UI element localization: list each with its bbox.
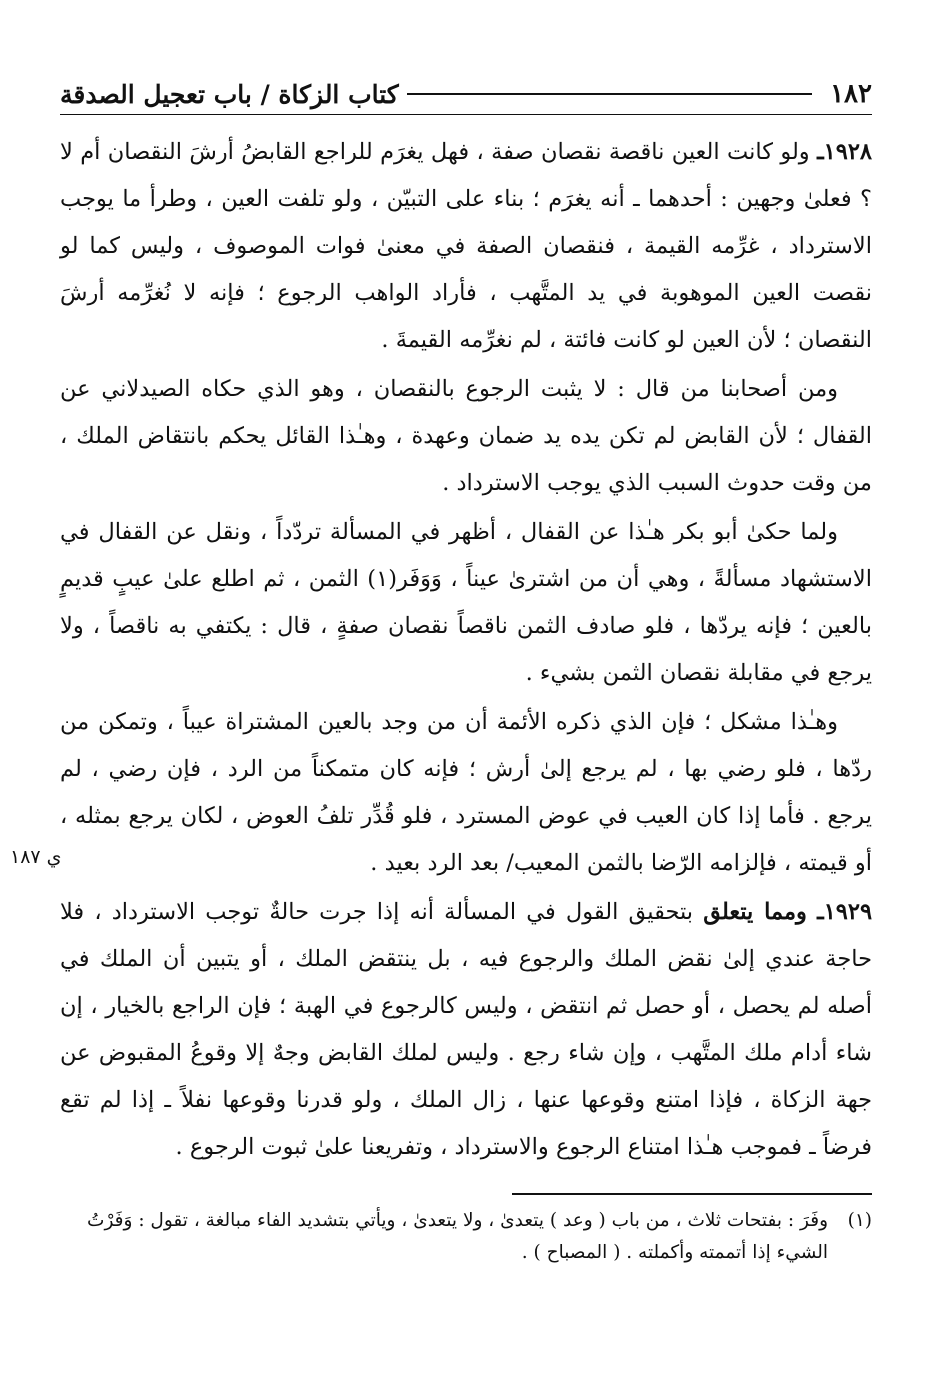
paragraph-1929 (60, 889, 872, 1171)
margin-manuscript-ref: ي ١٨٧ (10, 846, 62, 868)
lead-phrase: ومما يتعلق (703, 899, 807, 925)
footnote-mark: (١) (847, 1209, 872, 1231)
issue-number: ١٩٢٩ـ (817, 899, 873, 925)
paragraph-text: ومن أصحابنا من قال : لا يثبت الرجوع بالنقصان ، وهو الذي حكاه الصيدلاني عن القفال ؛ لأن القابض لم تكن يده يد ضمان وعهدة ، وهـٰذا القائل يحكم بانتقاض الملك ، من وقت حدوث السبب الذي يوجب الاسترداد . (60, 376, 872, 496)
footnote-rule (512, 1193, 872, 1195)
running-head (60, 74, 872, 115)
book-page (60, 74, 872, 1269)
paragraph-text: وهـٰذا مشكل ؛ فإن الذي ذكره الأئمة أن من وجد بالعين المشتراة عيباً ، وتمكن من ردّها ، فلو رضي بها ، لم يرجع إلىٰ أرش ؛ فإنه كان متمكناً من الرد ، فإن رضي ، لم يرجع . فأما إذا كان العيب في عوض المسترد ، فلو قُدِّر تلفُ العوض ، لكان يرجع بمثله ، أو قيمته ، فإلزامه الرّضا بالثمن المعيب/ بعد الرد بعيد . (60, 709, 872, 876)
paragraph-ashabuna (60, 366, 872, 507)
header-rule (407, 93, 812, 95)
paragraph-mushkil (60, 699, 872, 887)
issue-number: ١٩٢٨ـ (817, 139, 872, 165)
paragraph-1928 (60, 129, 872, 364)
footnote-text: وفَرَ : بفتحات ثلاث ، من باب ( وعد ) يتعدىٰ ، ولا يتعدىٰ ، ويأتي بتشديد الفاء مبالغة ، تقول : وَفَرْتُ الشيء إذا أتممته وأكملته . ( المصباح ) . (87, 1209, 828, 1263)
paragraph-abu-bakr (60, 509, 872, 697)
paragraph-text: ولو كانت العين ناقصة نقصان صفة ، فهل يغرَم للراجع القابضُ أرشَ النقصان أم لا ؟ فعلىٰ وجهين : أحدهما ـ أنه يغرَم ؛ بناء على التبيّن ، ولو تلفت العين ، وطرأ ما يوجب الاسترداد ، غرِّمه القيمة ، فنقصان الصفة في معنىٰ فوات الموصوف ، وليس كما لو نقصت العين الموهوبة في يد المتَّهب ، فأراد الواهب الرجوع ؛ فإنه لا نُغرِّمه أرشَ النقصان ؛ لأن العين لو كانت فائتة ، لم نغرِّمه القيمةَ . (60, 139, 872, 353)
page-number: ١٨٢ (830, 79, 872, 109)
footnote (60, 1205, 872, 1269)
paragraph-text: ولما حكىٰ أبو بكر هـٰذا عن القفال ، أظهر في المسألة تردّداً ، ونقل عن القفال في الاستشهاد مسألةً ، وهي أن من اشترىٰ عيناً ، وَوَفَر(١) الثمن ، ثم اطلع علىٰ عيبٍ قديمٍ بالعين ؛ فإنه يردّها ، فلو صادف الثمن ناقصاً نقصان صفةٍ ، قال : يكتفي به ناقصاً ، ولا يرجع في مقابلة نقصان الثمن بشيء . (60, 519, 872, 686)
paragraph-text: بتحقيق القول في المسألة أنه إذا جرت حالةٌ توجب الاسترداد ، فلا حاجة عندي إلىٰ نقض الملك والرجوع فيه ، بل ينتقض الملك ، أو يتبين أن الملك في أصله لم يحصل ، أو حصل ثم انتقض ، وليس كالرجوع في الهبة ؛ فإن الراجع بالخيار ، إن شاء أدام ملك المتَّهب ، وإن شاء رجع . وليس لملك القابض وجهٌ إلا وقوعُ المقبوض عن جهة الزكاة ، فإذا امتنع وقوعها عنها ، زال الملك ، ولو قدرنا وقوعها نفلاً ـ إذا لم تقع فرضاً ـ فموجب هـٰذا امتناع الرجوع والاسترداد ، وتفريعنا علىٰ ثبوت الرجوع . (60, 899, 872, 1160)
chapter-title: كتاب الزكاة / باب تعجيل الصدقة (60, 79, 399, 109)
